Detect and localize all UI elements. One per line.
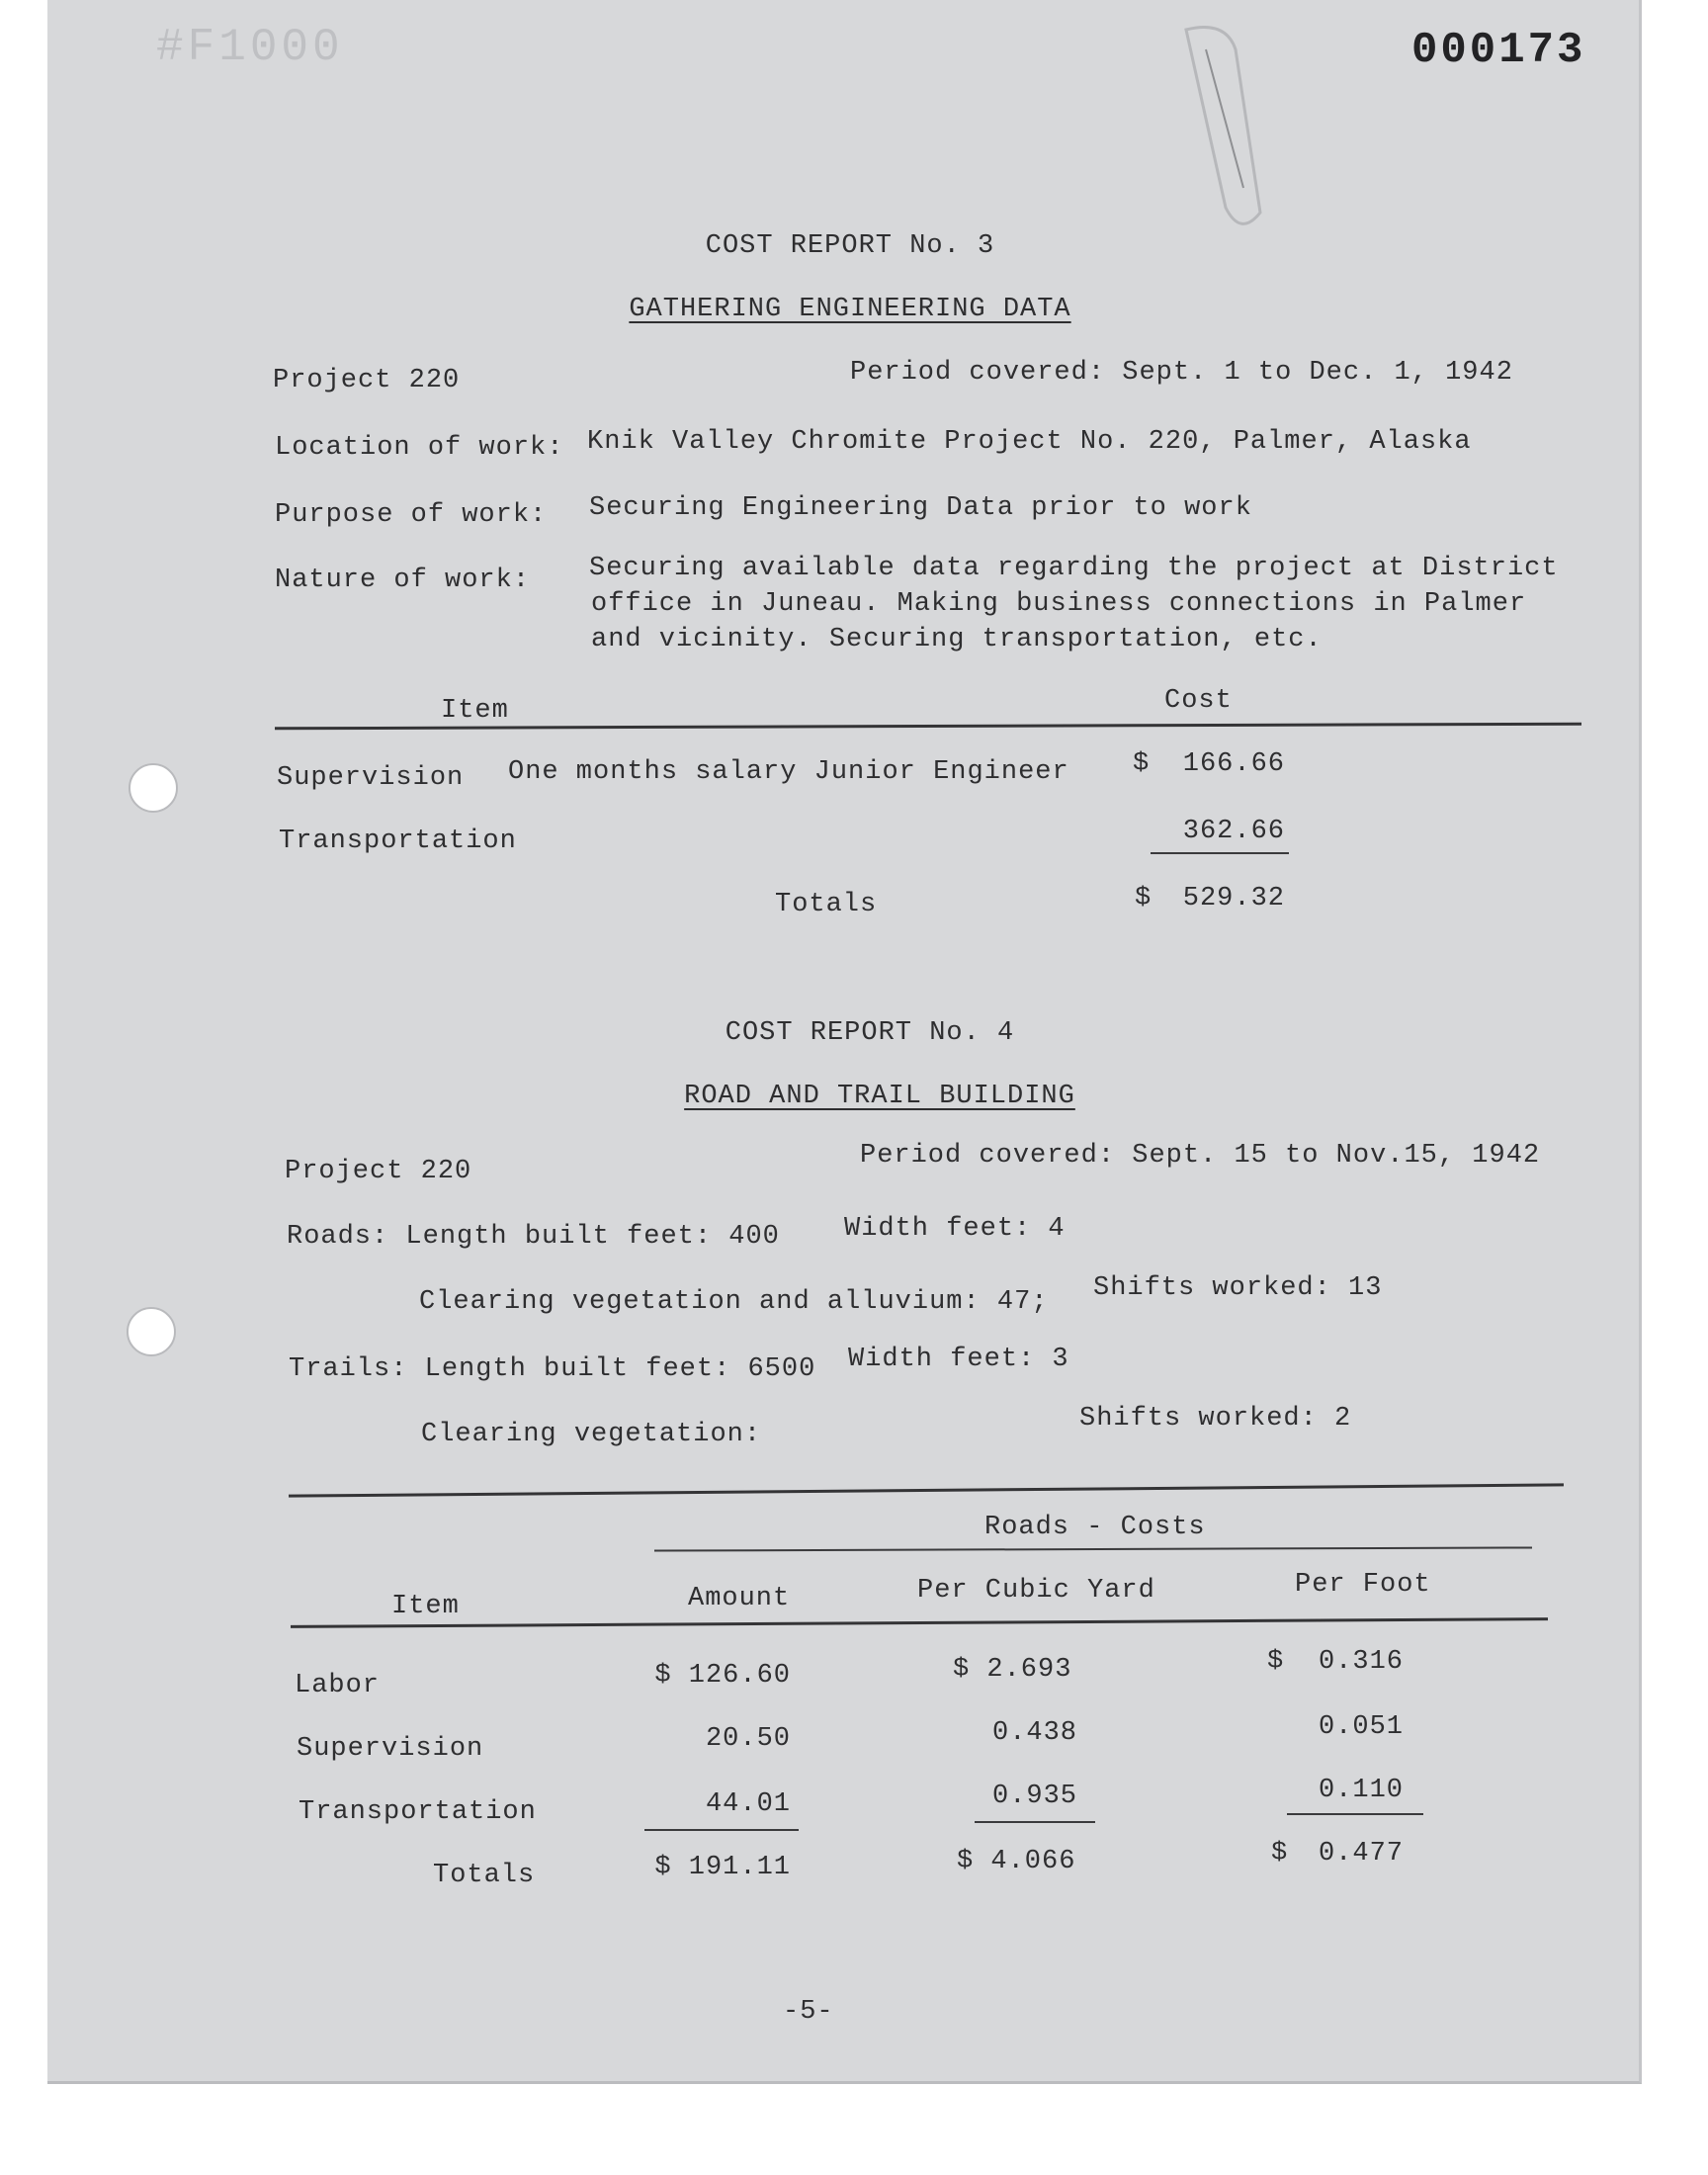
- table4-row-amount: 44.01: [705, 1789, 791, 1819]
- report4-title: COST REPORT No. 4: [725, 1018, 1015, 1048]
- report4-period: Period covered: Sept. 15 to Nov.15, 1942: [860, 1141, 1541, 1171]
- table4-amount-subtotal-rule: [644, 1829, 799, 1831]
- report4-roads-shifts: Shifts worked: 13: [1093, 1273, 1383, 1303]
- table4-totals-label: Totals: [433, 1861, 536, 1890]
- report4-subtitle: ROAD AND TRAIL BUILDING: [684, 1082, 1075, 1111]
- report3-purpose-label: Purpose of work:: [275, 500, 548, 530]
- table3-totals-currency: $: [1135, 884, 1153, 914]
- report4-roads-clearing: Clearing vegetation and alluvium: 47;: [419, 1287, 1049, 1317]
- table4-group-header: Roads - Costs: [984, 1513, 1206, 1542]
- report3-nature-line: office in Juneau. Making business connections in Palmer: [591, 589, 1527, 619]
- table4-row-amount: 20.50: [705, 1724, 791, 1754]
- report4-roads-width: Width feet: 4: [844, 1214, 1066, 1244]
- report3-nature-line: Securing available data regarding the project at District: [589, 554, 1559, 583]
- table4-row-item: Supervision: [297, 1734, 484, 1764]
- table4-row-item: Transportation: [299, 1797, 537, 1827]
- report3-location-value: Knik Valley Chromite Project No. 220, Palmer, Alaska: [587, 427, 1472, 457]
- table4-row-per-foot: 0.316: [1318, 1647, 1404, 1677]
- table3-totals-label: Totals: [775, 890, 878, 919]
- punch-hole: [128, 763, 178, 813]
- table3-row-item: Transportation: [279, 826, 517, 856]
- report3-nature-line: and vicinity. Securing transportation, etc.: [591, 625, 1323, 654]
- document-number: 000173: [1411, 26, 1586, 75]
- report3-project: Project 220: [273, 366, 461, 395]
- table4-per-foot-subtotal-rule: [1287, 1813, 1423, 1815]
- table3-row-item: Supervision: [277, 763, 465, 793]
- table4-header-per-cubic-yard: Per Cubic Yard: [917, 1576, 1155, 1606]
- stamp-number: #F1000: [156, 22, 344, 73]
- table4-cubic-yard-subtotal-rule: [975, 1821, 1095, 1823]
- table4-row-per-foot-currency: $: [1267, 1647, 1285, 1677]
- report3-nature-label: Nature of work:: [275, 566, 531, 595]
- report3-location-label: Location of work:: [275, 433, 564, 463]
- table4-row-amount: $ 126.60: [654, 1661, 791, 1691]
- table4-totals-per-foot: 0.477: [1318, 1839, 1404, 1869]
- table3-header-item: Item: [441, 696, 509, 726]
- table4-row-per-cubic-yard: 0.935: [992, 1782, 1078, 1811]
- table4-header-item: Item: [391, 1592, 460, 1621]
- table4-row-per-foot: 0.110: [1318, 1776, 1404, 1805]
- table3-row-cost: 166.66: [1182, 749, 1285, 779]
- report4-trails-clearing: Clearing vegetation:: [421, 1420, 762, 1449]
- table3-header-cost: Cost: [1164, 686, 1233, 716]
- report4-trails-shifts: Shifts worked: 2: [1079, 1404, 1352, 1434]
- table4-row-item: Labor: [295, 1671, 381, 1700]
- report4-trails-width: Width feet: 3: [848, 1345, 1069, 1374]
- table4-row-per-cubic-yard: 0.438: [992, 1718, 1078, 1748]
- table4-totals-per-foot-currency: $: [1271, 1839, 1289, 1869]
- report3-subtitle: GATHERING ENGINEERING DATA: [629, 295, 1071, 324]
- table4-header-per-foot: Per Foot: [1295, 1570, 1431, 1600]
- table4-header-amount: Amount: [688, 1584, 791, 1613]
- table3-row-cost: 362.66: [1182, 817, 1285, 846]
- report3-title: COST REPORT No. 3: [705, 231, 995, 261]
- table3-row-detail: One months salary Junior Engineer: [508, 757, 1069, 787]
- punch-hole: [127, 1307, 176, 1356]
- report3-period: Period covered: Sept. 1 to Dec. 1, 1942: [850, 358, 1513, 388]
- page-number: -5-: [783, 1997, 834, 2027]
- report4-project: Project 220: [285, 1157, 472, 1186]
- table3-row-currency: $: [1133, 749, 1151, 779]
- report4-roads-length: Roads: Length built feet: 400: [287, 1222, 780, 1252]
- table4-totals-per-cubic-yard: $ 4.066: [957, 1847, 1076, 1876]
- table4-row-per-foot: 0.051: [1318, 1712, 1404, 1742]
- table4-totals-amount: $ 191.11: [654, 1853, 791, 1882]
- table3-subtotal-rule: [1151, 852, 1289, 854]
- table4-row-per-cubic-yard: $ 2.693: [953, 1655, 1072, 1685]
- report3-purpose-value: Securing Engineering Data prior to work: [589, 493, 1252, 523]
- report4-trails-length: Trails: Length built feet: 6500: [289, 1354, 816, 1384]
- table3-totals-value: 529.32: [1182, 884, 1285, 914]
- staple-mark: [1166, 10, 1305, 247]
